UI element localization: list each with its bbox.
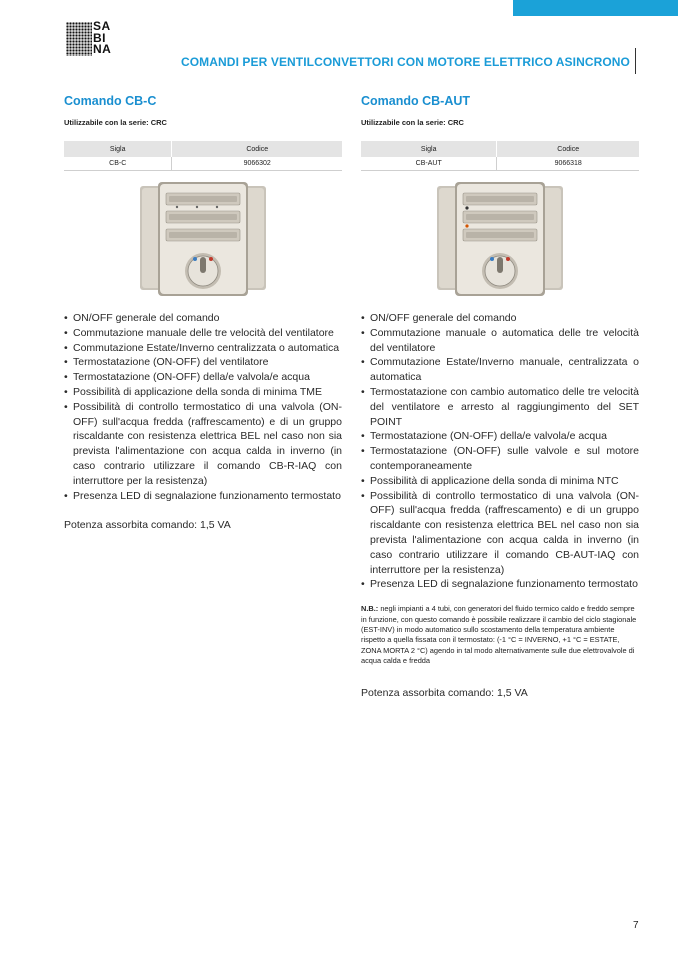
table-header-sigla: Sigla (361, 141, 497, 157)
product-title: Comando CB-C (64, 94, 157, 108)
list-item: • Possibilità di controllo termostatico di una valvola (ON-OFF) sull'acqua fredda (raffrescamento) e di un gruppo riscaldante con resistenza elettrica BEL nel caso non sia prevista l'alimentazione con acqua calda in inverno (in caso contrario utilizzare il comando CB-AUT-IAQ con interruttore per la resistenza) (361, 489, 639, 578)
table-header-sigla: Sigla (64, 141, 172, 157)
product-title: Comando CB-AUT (361, 94, 471, 108)
logo-letters: SA BI NA (93, 19, 112, 56)
table-cell-codice: 9066302 (172, 157, 342, 171)
list-item: • Possibilità di controllo termostatico di una valvola (ON-OFF) sull'acqua fredda (raffrescamento) e di un gruppo riscaldante con resistenza elettrica BEL nel caso non sia prevista l'alimentazione con acqua calda in inverno (in caso contrario utilizzare il comando CB-R-IAQ con interruttore per la resistenza) (64, 400, 342, 489)
list-item: • Commutazione Estate/Inverno manuale, centralizzata o automatica (361, 355, 639, 385)
table-cell-sigla: CB-AUT (361, 157, 497, 171)
top-accent-bar (513, 0, 678, 16)
feature-list (64, 311, 342, 503)
series-compatibility: Utilizzabile con la serie: CRC (361, 118, 464, 127)
list-item: • Presenza LED di segnalazione funzionamento termostato (64, 489, 342, 504)
note-paragraph (361, 604, 639, 666)
table-cell-codice: 9066318 (497, 157, 639, 171)
list-item: • ON/OFF generale del comando (64, 311, 342, 326)
table-header-codice: Codice (497, 141, 639, 157)
product-column-cb-c (64, 94, 342, 531)
series-compatibility: Utilizzabile con la serie: CRC (64, 118, 167, 127)
product-column-cb-aut (361, 94, 639, 699)
list-item: • Termostatazione (ON-OFF) della/e valvola/e acqua (361, 429, 639, 444)
list-item: • Commutazione manuale o automatica delle tre velocità del ventilatore (361, 326, 639, 356)
code-table (64, 141, 342, 171)
list-item: • Termostatazione con cambio automatico delle tre velocità del ventilatore e arresto al raggiungimento del SET POINT (361, 385, 639, 429)
feature-list (361, 311, 639, 592)
list-item: • Commutazione Estate/Inverno centralizzata o automatica (64, 341, 342, 356)
section-title: COMANDI PER VENTILCONVETTORI CON MOTORE ELETTRICO ASINCRONO (180, 55, 630, 69)
note-text: negli impianti a 4 tubi, con generatori del fluido termico caldo e freddo sempre in funzione, con questo comando è possibile realizzare il cambio del ciclo stagionale (EST-INV) in modo automatico sullo scostamento della temperatura ambiente rispetto a quella fissata con il termostato: (-1 °C = INVERNO, +1 °C = ESTATE, ZONA MORTA 2 °C) agendo in tal modo alternativamente sulle due elettrovalvole di acqua calda e fredda (361, 604, 637, 666)
code-table (361, 141, 639, 171)
list-item: • Commutazione manuale delle tre velocità del ventilatore (64, 326, 342, 341)
list-item: • ON/OFF generale del comando (361, 311, 639, 326)
power-consumption: Potenza assorbita comando: 1,5 VA (361, 686, 528, 699)
list-item: • Termostatazione (ON-OFF) sulle valvole e sul motore contemporaneamente (361, 444, 639, 474)
table-row (64, 157, 342, 171)
list-item: • Termostatazione (ON-OFF) del ventilatore (64, 355, 342, 370)
table-cell-sigla: CB-C (64, 157, 172, 171)
power-consumption: Potenza assorbita comando: 1,5 VA (64, 519, 231, 532)
list-item: • Termostatazione (ON-OFF) della/e valvola/e acqua (64, 370, 342, 385)
list-item: • Possibilità di applicazione della sonda di minima TME (64, 385, 342, 400)
note-label: N.B.: (361, 604, 379, 614)
table-row (361, 157, 639, 171)
title-divider (635, 48, 636, 74)
table-header-codice: Codice (172, 141, 342, 157)
logo-dot-pattern (66, 22, 92, 56)
control-unit-image (139, 181, 267, 297)
control-unit-image (436, 181, 564, 297)
brand-logo (66, 19, 136, 58)
list-item: • Presenza LED di segnalazione funzionamento termostato (361, 577, 639, 592)
list-item: • Possibilità di applicazione della sonda di minima NTC (361, 474, 639, 489)
page-number: 7 (633, 920, 639, 931)
